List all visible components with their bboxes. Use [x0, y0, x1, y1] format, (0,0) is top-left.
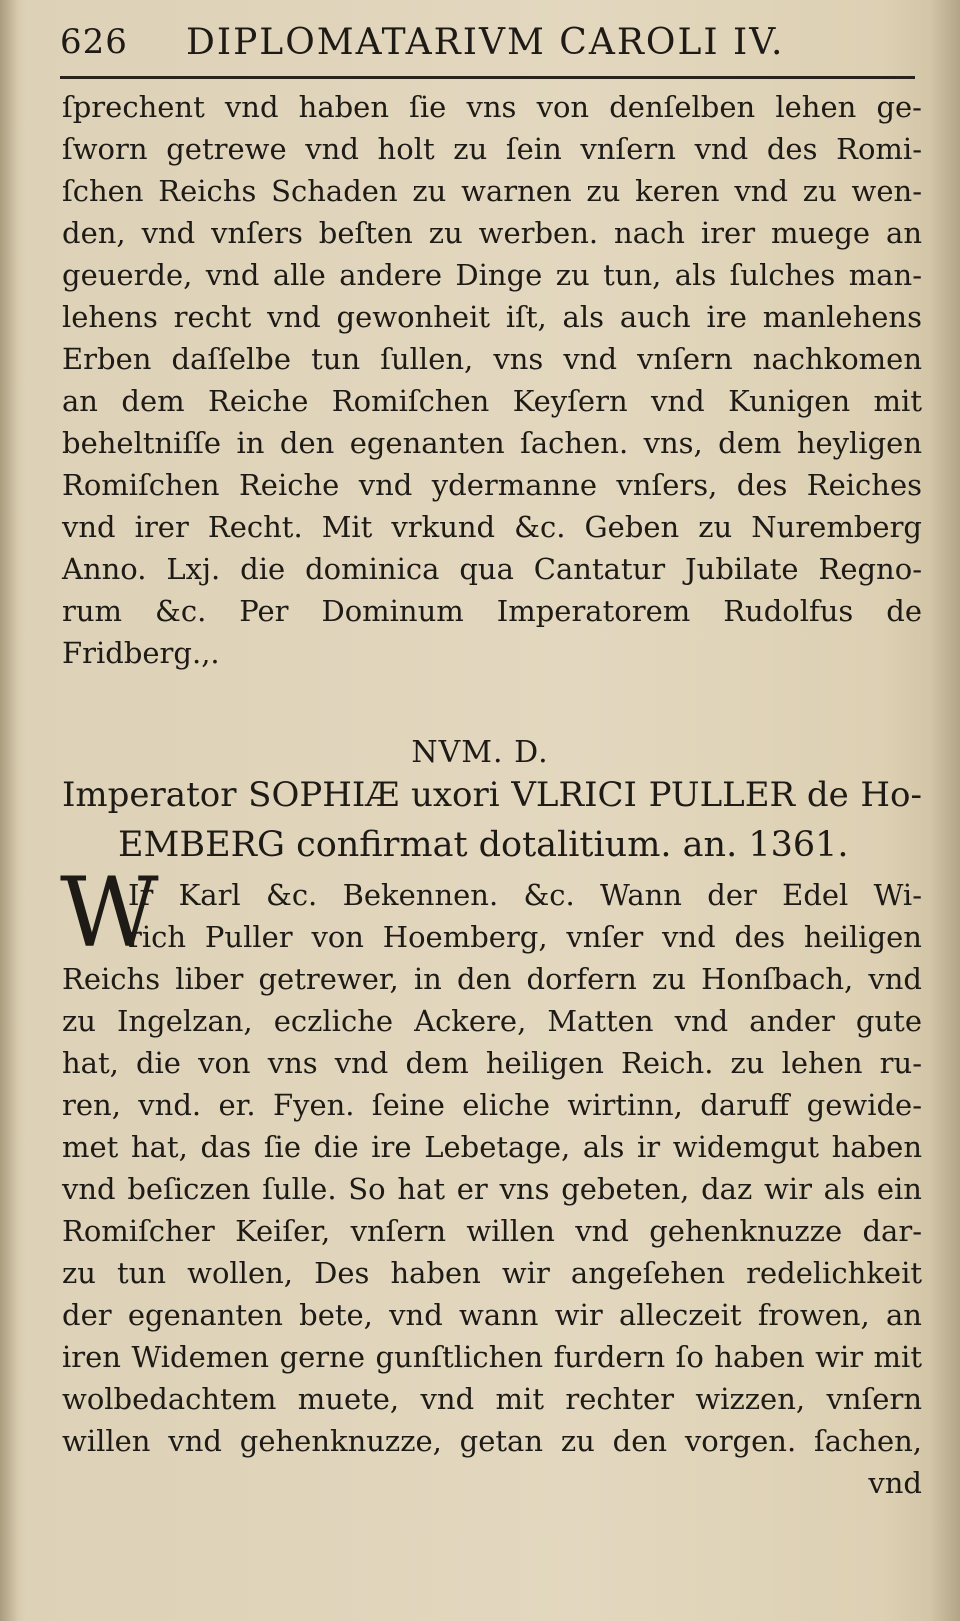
text-line: lehens recht vnd gewonheit iſt, als auch ire manlehens	[62, 300, 922, 334]
title-line: EMBERG confirmat dotalitium. an. 1361.	[118, 825, 849, 865]
text-line: iren Widemen gerne gunſtlichen furdern ſo haben wir mit	[62, 1340, 922, 1374]
text-line: den, vnd vnſers beſten zu werben. nach irer muege an	[62, 216, 922, 250]
document-title	[62, 770, 922, 870]
page-number: 626	[60, 22, 128, 62]
document-number-heading: NVM. D.	[411, 735, 549, 770]
title-line: Imperator SOPHIÆ uxori VLRICI PULLER de Ho-	[62, 775, 922, 815]
text-line: ren, vnd. er. Fyen. ſeine eliche wirtinn, daruff gewide-	[62, 1088, 922, 1122]
text-line: Romiſchen Reiche vnd ydermanne vnſers, des Reiches	[62, 468, 922, 502]
gutter-shadow	[0, 0, 18, 1621]
text-line: ſchen Reichs Schaden zu warnen zu keren vnd zu wen-	[62, 174, 922, 208]
text-line: willen vnd gehenknuzze, getan zu den vorgen. ſachen,	[62, 1424, 922, 1458]
continued-document-text	[62, 86, 922, 674]
text-line: hat, die von vns vnd dem heiligen Reich. zu lehen ru-	[62, 1046, 922, 1080]
text-line: zu tun wollen, Des haben wir angeſehen redelichkeit	[62, 1256, 922, 1290]
text-line: zu Ingelzan, eczliche Ackere, Matten vnd ander gute	[62, 1004, 922, 1038]
drop-cap-initial: W	[60, 857, 159, 969]
text-line: der egenanten bete, vnd wann wir alleczeit frowen, an	[62, 1298, 922, 1332]
text-line: vnd irer Recht. Mit vrkund &c. Geben zu Nuremberg	[62, 510, 922, 544]
text-line: an dem Reiche Romiſchen Keyſern vnd Kunigen mit	[62, 384, 922, 418]
text-line: met hat, das ſie die ire Lebetage, als ir widemgut haben	[62, 1130, 922, 1164]
running-head	[60, 22, 920, 70]
document-body-text	[62, 874, 922, 1504]
text-line: beheltniſſe in den egenanten ſachen. vns, dem heyligen	[62, 426, 922, 460]
text-line: Ir Karl &c. Bekennen. &c. Wann der Edel Wi-	[128, 878, 922, 912]
text-line: rum &c. Per Dominum Imperatorem Rudolfus de	[62, 594, 922, 628]
text-line: Anno. Lxj. die dominica qua Cantatur Jubilate Regno-	[62, 552, 922, 586]
text-line: Fridberg.,.	[62, 636, 220, 670]
text-line: rich Puller von Hoemberg, vnſer vnd des heiligen	[128, 920, 922, 954]
text-line: Erben daſſelbe tun ſullen, vns vnd vnſern nachkomen	[62, 342, 922, 376]
text-line: Romiſcher Keiſer, vnſern willen vnd gehenknuzze dar-	[62, 1214, 922, 1248]
text-line: wolbedachtem muete, vnd mit rechter wizzen, vnſern	[62, 1382, 922, 1416]
text-line: geuerde, vnd alle andere Dinge zu tun, als ſulches man-	[62, 258, 922, 292]
running-title: DIPLOMATARIVM CAROLI IV.	[186, 22, 785, 63]
text-line: ſprechent vnd haben ſie vns von denſelben lehen ge-	[62, 90, 922, 124]
page-edge-shadow	[930, 0, 960, 1621]
text-line: Reichs liber getrewer, in den dorfern zu Honſbach, vnd	[62, 962, 922, 996]
text-line: ſworn getrewe vnd holt zu ſein vnſern vnd des Romi-	[62, 132, 922, 166]
header-rule	[60, 76, 915, 79]
text-line: vnd beſiczen ſulle. So hat er vns gebeten, daz wir als ein	[62, 1172, 922, 1206]
catchword: vnd	[868, 1466, 922, 1500]
